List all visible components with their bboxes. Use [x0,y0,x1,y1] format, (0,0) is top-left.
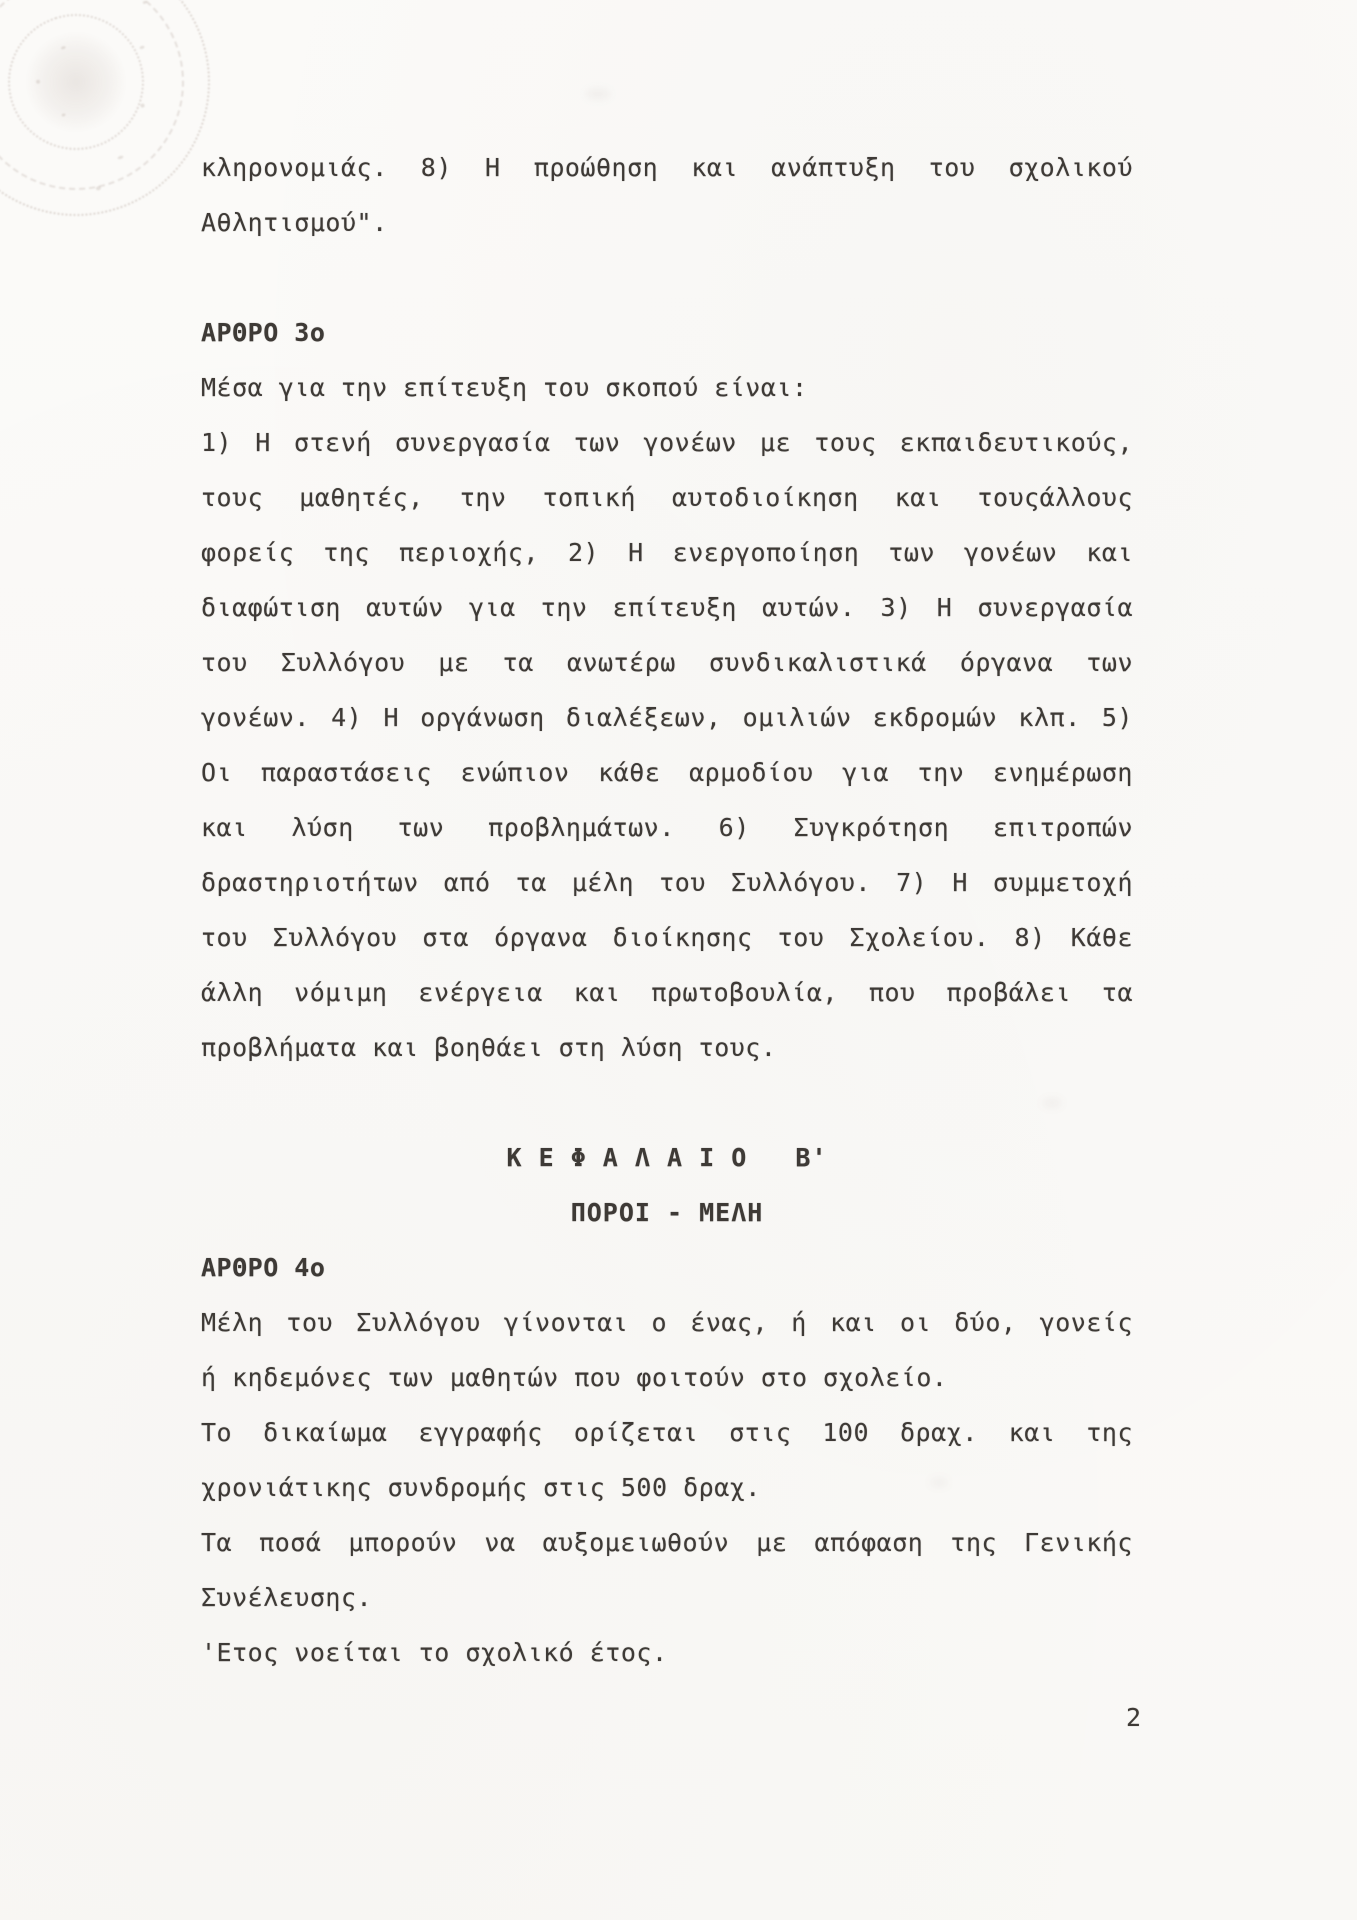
text-line: του Συλλόγου με τα ανωτέρω συνδικαλιστικά όργανα των [201,648,1133,677]
text-line: Συνέλευσης. [201,1583,373,1612]
text-line: Οι παραστάσεις ενώπιον κάθε αρμοδίου για την ενημέρωση [201,758,1133,787]
text-line: διαφώτιση αυτών για την επίτευξη αυτών. 3) Η συνεργασία [201,593,1133,622]
text-line: φορείς της περιοχής, 2) Η ενεργοποίηση των γονέων και [201,538,1133,567]
text-line: Μέσα για την επίτευξη του σκοπού είναι: [201,373,808,402]
text-line: του Συλλόγου στα όργανα διοίκησης του Σχολείου. 8) Κάθε [201,923,1133,952]
text-line: Αθλητισμού". [201,208,388,237]
text-line: ή κηδεμόνες των μαθητών που φοιτούν στο σχολείο. [201,1363,948,1392]
text-line: Κ Ε Φ Α Λ Α Ι Ο Β' [506,1143,828,1172]
text-line: κληρονομιάς. 8) Η προώθηση και ανάπτυξη του σχολικού [201,153,1133,182]
text-line: ΑΡΘΡΟ 3ο [201,318,326,347]
document-lines [201,140,1133,1680]
text-line: προβλήματα και βοηθάει στη λύση τους. [201,1033,777,1062]
text-line: Τα ποσά μπορούν να αυξομειωθούν με απόφαση της Γενικής [201,1528,1133,1557]
text-line: χρονιάτικης συνδρομής στις 500 δραχ. [201,1473,761,1502]
scan-smudge [585,88,611,100]
text-line: ΑΡΘΡΟ 4ο [201,1253,326,1282]
text-line: και λύση των προβλημάτων. 6) Συγκρότηση επιτροπών [201,813,1133,842]
text-line: 1) Η στενή συνεργασία των γονέων με τους εκπαιδευτικούς, [201,428,1133,457]
text-line: Μέλη του Συλλόγου γίνονται ο ένας, ή και οι δύο, γονείς [201,1308,1133,1337]
text-line: 'Ετος νοείται το σχολικό έτος. [201,1638,668,1667]
page-number: 2 [1126,1703,1142,1732]
text-line: ΠΟΡΟΙ - ΜΕΛΗ [570,1198,764,1227]
text-line: άλλη νόμιμη ενέργεια και πρωτοβουλία, που προβάλει τα [201,978,1133,1007]
text-line: τους μαθητές, την τοπική αυτοδιοίκηση και τουςάλλους [201,483,1133,512]
text-line: Το δικαίωμα εγγραφής ορίζεται στις 100 δραχ. και της [201,1418,1133,1447]
text-line: γονέων. 4) Η οργάνωση διαλέξεων, ομιλιών εκδρομών κλπ. 5) [201,703,1133,732]
text-line: δραστηριοτήτων από τα μέλη του Συλλόγου. 7) Η συμμετοχή [201,868,1133,897]
